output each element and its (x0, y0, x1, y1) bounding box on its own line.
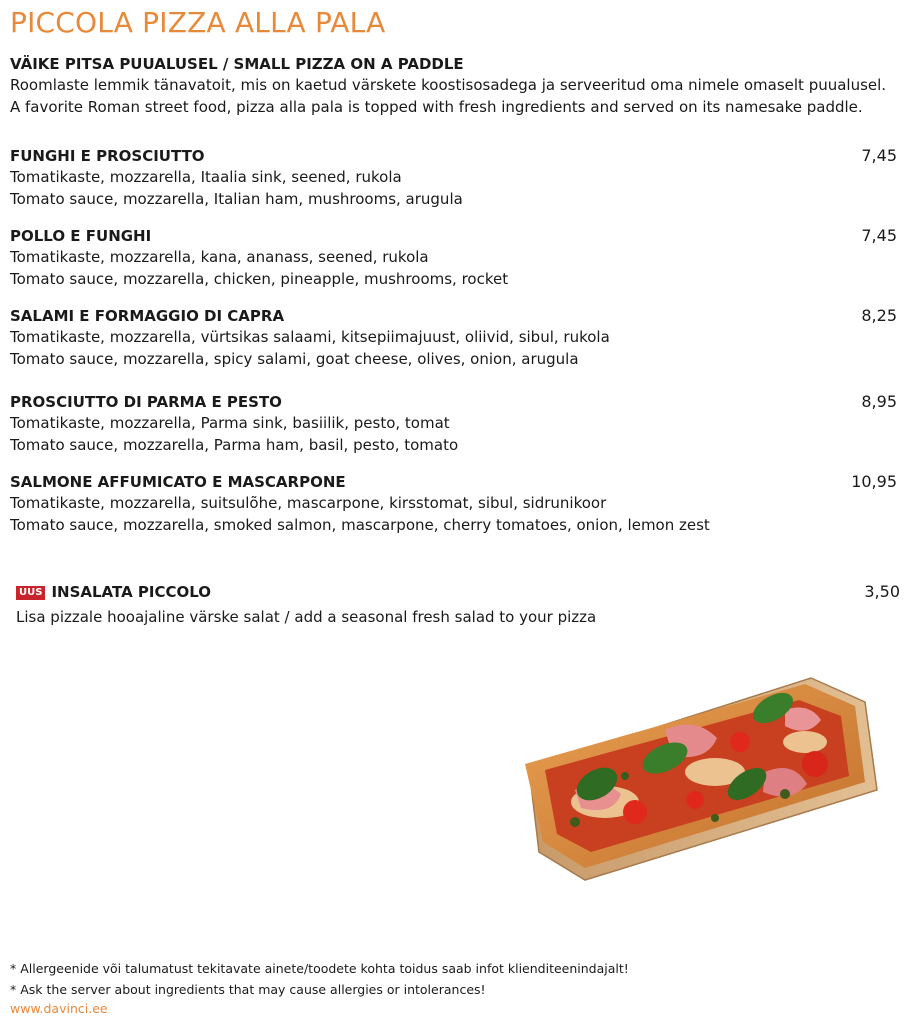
menu-list (10, 146, 897, 552)
intro-section (10, 54, 905, 118)
intro-text-et: Roomlaste lemmik tänavatoit, mis on kaetud värskete koostisosadega ja serveeritud oma nimele omaselt puualusel. (10, 76, 887, 94)
menu-item (10, 226, 897, 306)
menu-item (10, 472, 897, 552)
allergy-note-en: * Ask the server about ingredients that may cause allergies or intolerances! (10, 982, 486, 997)
menu-item (10, 392, 897, 472)
extra-item-name: INSALATA PICCOLO (51, 583, 212, 601)
item-description-et: Tomatikaste, mozzarella, Parma sink, basiilik, pesto, tomat (10, 414, 450, 432)
item-name: POLLO E FUNGHI (10, 227, 152, 245)
item-price: 10,95 (851, 472, 897, 491)
item-description-et: Tomatikaste, mozzarella, Itaalia sink, seened, rukola (10, 168, 402, 186)
item-price: 8,25 (861, 306, 897, 325)
extra-item (16, 582, 900, 628)
extra-item-header (16, 582, 900, 606)
item-description-en: Tomato sauce, mozzarella, Italian ham, mushrooms, arugula (10, 190, 463, 208)
footnotes (10, 958, 900, 1018)
website-link[interactable]: www.davinci.ee (10, 1001, 108, 1016)
item-name: SALAMI E FORMAGGIO DI CAPRA (10, 307, 285, 325)
item-name: SALMONE AFFUMICATO E MASCARPONE (10, 473, 346, 491)
intro-text-en: A favorite Roman street food, pizza alla pala is topped with fresh ingredients and served on its namesake paddle. (10, 98, 863, 116)
item-name: FUNGHI E PROSCIUTTO (10, 147, 205, 165)
extra-item-price: 3,50 (864, 582, 900, 601)
item-description-en: Tomato sauce, mozzarella, Parma ham, basil, pesto, tomato (10, 436, 459, 454)
page-title: PICCOLA PIZZA ALLA PALA (10, 6, 386, 39)
item-description-en: Tomato sauce, mozzarella, spicy salami, goat cheese, olives, onion, arugula (10, 350, 579, 368)
menu-item (10, 146, 897, 226)
item-description-et: Tomatikaste, mozzarella, vürtsikas salaami, kitsepiimajuust, oliivid, sibul, rukola (10, 328, 610, 346)
item-description-et: Tomatikaste, mozzarella, kana, ananass, seened, rukola (10, 248, 429, 266)
allergy-note-et: * Allergeenide või talumatust tekitavate ainete/toodete kohta toidus saab infot klienditeenindajalt! (10, 961, 629, 976)
item-description-en: Tomato sauce, mozzarella, chicken, pineapple, mushrooms, rocket (10, 270, 509, 288)
item-description-en: Tomato sauce, mozzarella, smoked salmon, mascarpone, cherry tomatoes, onion, lemon zest (10, 516, 710, 534)
extra-item-description: Lisa pizzale hooajaline värske salat / add a seasonal fresh salad to your pizza (16, 608, 597, 626)
new-badge: UUS (16, 586, 45, 600)
item-price: 7,45 (861, 146, 897, 165)
item-price: 8,95 (861, 392, 897, 411)
item-name: PROSCIUTTO DI PARMA E PESTO (10, 393, 282, 411)
item-price: 7,45 (861, 226, 897, 245)
intro-heading: VÄIKE PITSA PUUALUSEL / SMALL PIZZA ON A PADDLE (10, 55, 464, 73)
pizza-photo (515, 672, 885, 886)
item-description-et: Tomatikaste, mozzarella, suitsulõhe, mascarpone, kirsstomat, sibul, sidrunikoor (10, 494, 607, 512)
menu-item (10, 306, 897, 392)
